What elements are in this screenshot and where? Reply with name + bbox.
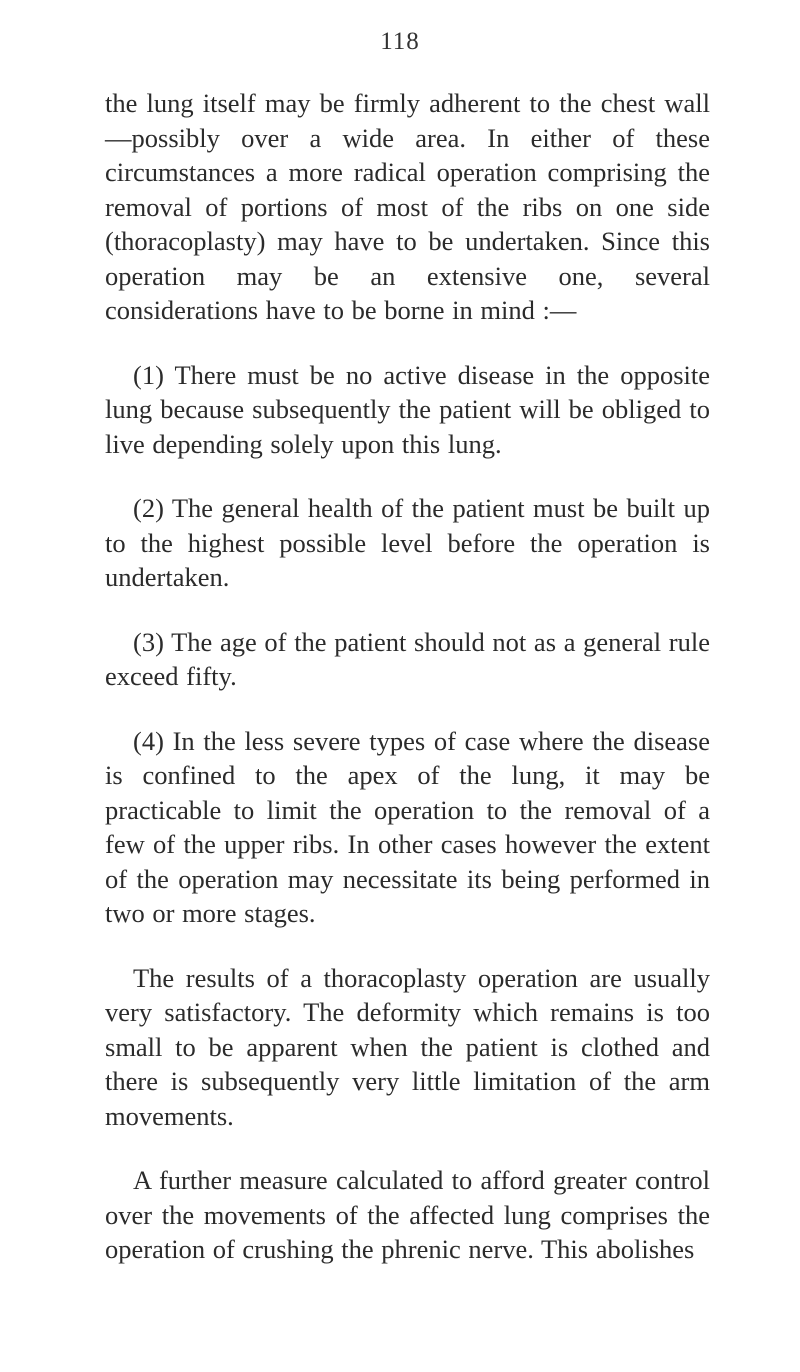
paragraph-item-2: (2) The general health of the patient must be built up to the highest possible level before the operation is undertaken. <box>105 493 710 592</box>
paragraph-thoracoplasty-results: The results of a thoracoplasty operation are usually very satisfactory. The deformity which remains is too small to be apparent when the patient is clothed and there is subsequently very little limitation of the arm movements. <box>105 962 710 1131</box>
text-body <box>105 86 710 1267</box>
page-number: 118 <box>380 28 420 55</box>
paragraph-phrenic-nerve: A further measure calculated to afford greater control over the movements of the affected lung comprises the operation of crushing the phrenic nerve. This abolishes <box>105 1165 710 1264</box>
paragraph-item-4: (4) In the less severe types of case where the disease is confined to the apex of the lung, it may be practicable to limit the operation to the removal of a few of the upper ribs. In other cases however the extent of the operation may necessitate its being performed in two or more stages. <box>105 725 710 928</box>
paragraph-item-3: (3) The age of the patient should not as a general rule exceed fifty. <box>105 626 710 691</box>
paragraph-continuation: the lung itself may be firmly adherent to the chest wall—possibly over a wide area. In either of these circumstances a more radical operation comprising the removal of portions of most of the ribs on one side (thoracoplasty) may have to be undertaken. Since this operation may be an extensive one, several considerations have to be borne in mind :— <box>105 88 710 325</box>
paragraph-item-1: (1) There must be no active disease in the opposite lung because subsequently the patient will be obliged to live depending solely upon this lung. <box>105 359 710 459</box>
